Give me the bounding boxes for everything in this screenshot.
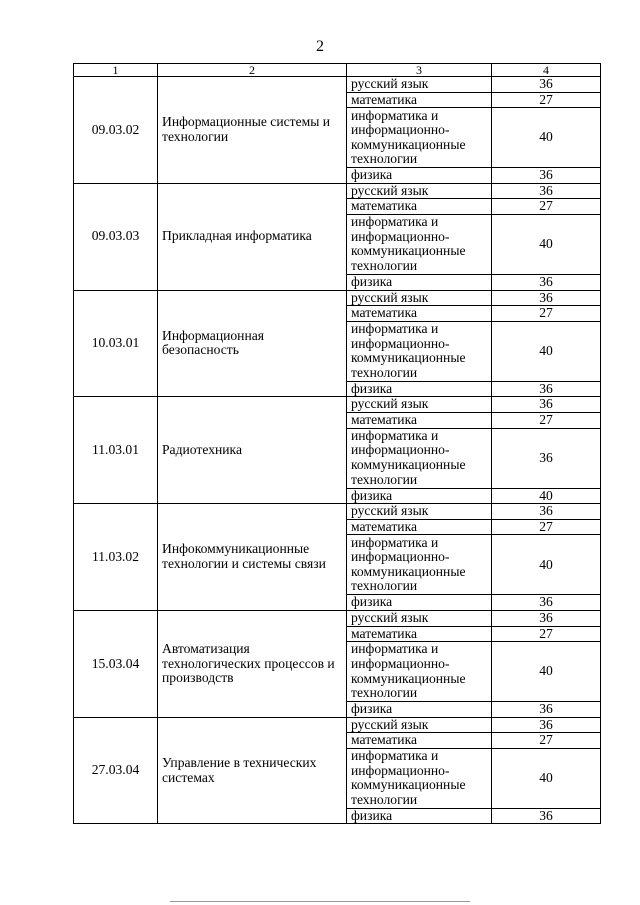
- subject-name: математика: [347, 306, 492, 322]
- minimum-score: 36: [492, 77, 601, 93]
- subject-name: русский язык: [347, 504, 492, 520]
- minimum-score: 36: [492, 428, 601, 488]
- table-row: [74, 183, 601, 199]
- program-name: Управление в технических системах: [158, 717, 347, 824]
- program-code: 10.03.01: [74, 290, 158, 397]
- subject-name: русский язык: [347, 397, 492, 413]
- header-cell: 2: [158, 64, 347, 77]
- minimum-score: 36: [492, 504, 601, 520]
- program-code: 09.03.02: [74, 77, 158, 184]
- subject-name: информатика и информационно-коммуникационные технологии: [347, 321, 492, 381]
- scan-edge-line: [170, 901, 470, 902]
- subject-name: физика: [347, 488, 492, 504]
- table-row: [74, 610, 601, 626]
- table-row: [74, 290, 601, 306]
- program-name: Информационные системы и технологии: [158, 77, 347, 184]
- minimum-score: 36: [492, 290, 601, 306]
- subject-name: информатика и информационно-коммуникационные технологии: [347, 535, 492, 595]
- minimum-score: 36: [492, 610, 601, 626]
- subject-name: физика: [347, 808, 492, 824]
- minimum-score: 36: [492, 595, 601, 611]
- program-name: Информационная безопасность: [158, 290, 347, 397]
- minimum-score: 27: [492, 199, 601, 215]
- minimum-score: 40: [492, 748, 601, 808]
- subject-name: математика: [347, 626, 492, 642]
- minimum-score: 36: [492, 274, 601, 290]
- minimum-score: 27: [492, 519, 601, 535]
- subject-name: русский язык: [347, 717, 492, 733]
- minimum-score: 27: [492, 626, 601, 642]
- subject-name: физика: [347, 595, 492, 611]
- minimum-score: 40: [492, 321, 601, 381]
- subject-name: русский язык: [347, 290, 492, 306]
- subject-name: физика: [347, 168, 492, 184]
- minimum-score: 36: [492, 397, 601, 413]
- subject-name: информатика и информационно-коммуникационные технологии: [347, 214, 492, 274]
- subject-name: русский язык: [347, 183, 492, 199]
- program-name: Прикладная информатика: [158, 183, 347, 290]
- subject-name: математика: [347, 92, 492, 108]
- subject-name: физика: [347, 381, 492, 397]
- subject-name: информатика и информационно-коммуникационные технологии: [347, 748, 492, 808]
- minimum-score: 40: [492, 214, 601, 274]
- minimum-score: 40: [492, 535, 601, 595]
- subject-name: математика: [347, 519, 492, 535]
- page-number: 2: [316, 38, 324, 55]
- header-cell: 1: [74, 64, 158, 77]
- minimum-score: 36: [492, 702, 601, 718]
- header-cell: 4: [492, 64, 601, 77]
- table-row: [74, 717, 601, 733]
- table-body: [74, 77, 601, 824]
- program-name: Радиотехника: [158, 397, 347, 504]
- table-row: [74, 504, 601, 520]
- program-name: Инфокоммуникационные технологии и системы связи: [158, 504, 347, 611]
- minimum-score: 36: [492, 808, 601, 824]
- subject-name: математика: [347, 412, 492, 428]
- program-code: 11.03.02: [74, 504, 158, 611]
- minimum-score: 36: [492, 717, 601, 733]
- minimum-score: 40: [492, 108, 601, 168]
- minimum-score: 27: [492, 733, 601, 749]
- program-code: 15.03.04: [74, 610, 158, 717]
- minimum-score: 40: [492, 642, 601, 702]
- table-row: [74, 77, 601, 93]
- subject-name: математика: [347, 199, 492, 215]
- minimum-score: 36: [492, 381, 601, 397]
- minimum-score: 36: [492, 183, 601, 199]
- subject-name: русский язык: [347, 77, 492, 93]
- subject-name: русский язык: [347, 610, 492, 626]
- header-cell: 3: [347, 64, 492, 77]
- subjects-table: [73, 63, 601, 824]
- minimum-score: 27: [492, 92, 601, 108]
- subject-name: информатика и информационно-коммуникационные технологии: [347, 108, 492, 168]
- table-row: [74, 397, 601, 413]
- subject-name: математика: [347, 733, 492, 749]
- program-code: 09.03.03: [74, 183, 158, 290]
- subject-name: информатика и информационно-коммуникационные технологии: [347, 642, 492, 702]
- header-row: [74, 64, 601, 77]
- minimum-score: 27: [492, 306, 601, 322]
- subject-name: физика: [347, 702, 492, 718]
- program-code: 11.03.01: [74, 397, 158, 504]
- program-code: 27.03.04: [74, 717, 158, 824]
- program-name: Автоматизация технологических процессов и производств: [158, 610, 347, 717]
- subject-name: информатика и информационно-коммуникационные технологии: [347, 428, 492, 488]
- subject-name: физика: [347, 274, 492, 290]
- minimum-score: 27: [492, 412, 601, 428]
- minimum-score: 40: [492, 488, 601, 504]
- minimum-score: 36: [492, 168, 601, 184]
